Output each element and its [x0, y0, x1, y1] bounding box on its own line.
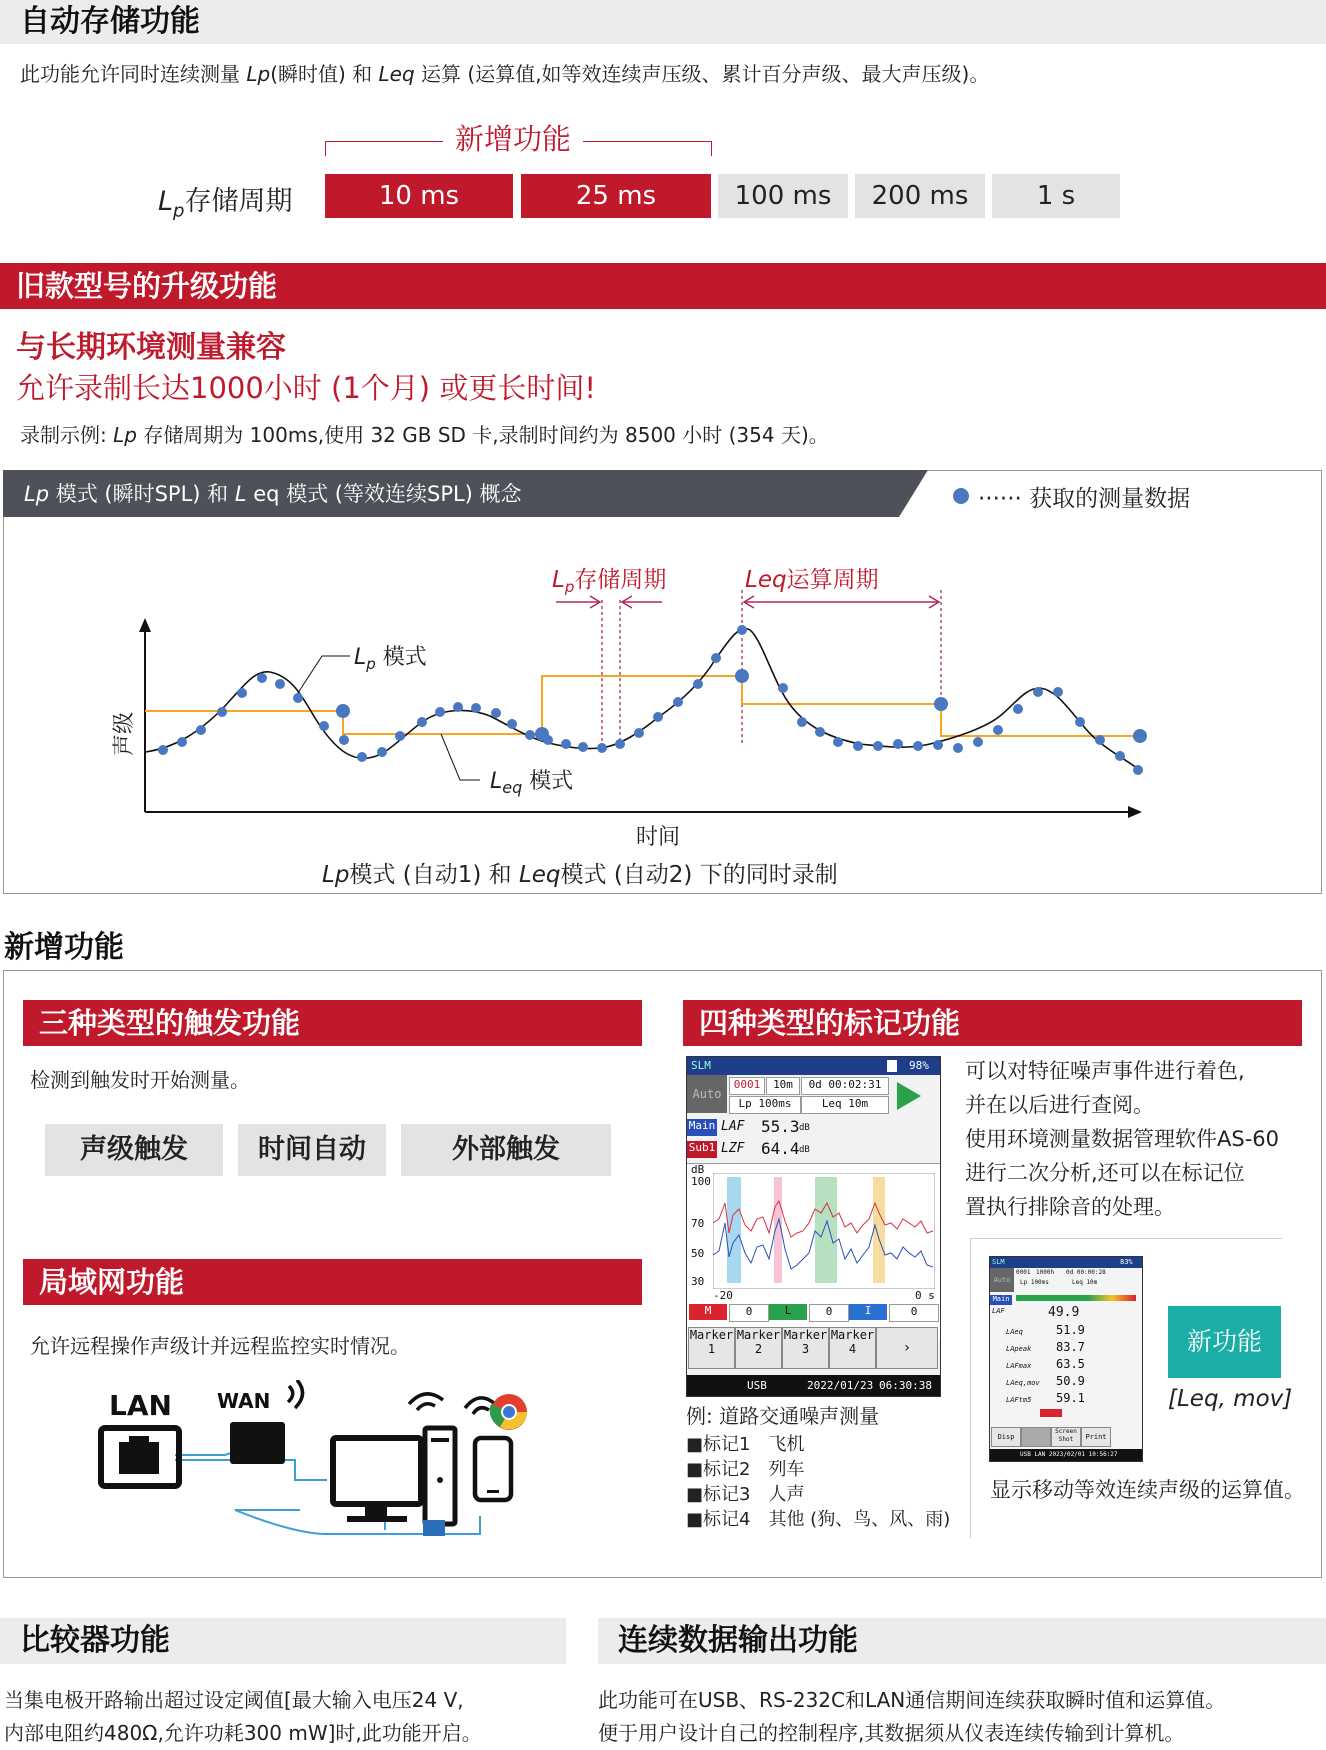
svg-text:Leq运算周期 [745, 567, 879, 593]
screen2-row-laeq-mov: LAeq,mov 50.9 [1006, 1374, 1085, 1388]
continuous-title-bar [598, 1618, 1326, 1664]
marker-desc-line-5: 置执行排除音的处理。 [965, 1195, 1175, 1219]
legend-dot [953, 488, 969, 504]
more-options-icon[interactable]: › [876, 1327, 938, 1369]
comparator-desc [4, 1684, 482, 1750]
screen2-row-laftm5: LAFtm5 59.1 [1006, 1391, 1085, 1405]
screen1-statusbar [687, 1375, 941, 1397]
upgrade-title-bar [0, 263, 1326, 309]
lp-sample-dot [417, 717, 427, 727]
screen1-time: 0d 00:02:31 [801, 1077, 889, 1095]
leq-mov-label: [Leq, mov] [1168, 1386, 1293, 1412]
smartphone-icon [475, 1438, 511, 1500]
lp-sample-dot [993, 725, 1003, 735]
trigger-external: 外部触发 [401, 1124, 611, 1176]
lp-sample-dot [873, 741, 883, 751]
lp-sample-dot [1013, 704, 1023, 714]
trigger-title: 三种类型的触发功能 [39, 1006, 301, 1040]
screen2-time: 0d 00:00:28 [1066, 1269, 1106, 1276]
lp-sample-dot [634, 728, 644, 738]
screen1-main-tag: Main [687, 1119, 717, 1136]
screen2-row-laeq: LAeq 51.9 [1006, 1323, 1085, 1337]
lan-port-icon [101, 1428, 179, 1486]
screen1-sub-tag: Sub1 [687, 1141, 717, 1158]
x-axis-label: 时间 [635, 825, 681, 850]
lp-sample-dot [1033, 687, 1043, 697]
lan-desc: 允许远程操作声级计并远程监控实时情况。 [30, 1334, 410, 1358]
browser-icon [490, 1394, 527, 1430]
screen1-status-date: 2022/01/23 [807, 1379, 874, 1392]
lp-sample-dot [737, 625, 747, 635]
leq-sample-dot [336, 704, 350, 718]
lp-sample-dot [933, 740, 943, 750]
concept-caption: Lp模式 (自动1) 和 Leq模式 (自动2) 下的同时录制 [322, 862, 838, 888]
key-m[interactable]: M [689, 1304, 727, 1320]
lp-sample-dot [1095, 735, 1105, 745]
screen2-key-print[interactable]: Print [1081, 1427, 1111, 1447]
marker-item-1: ■标记1 飞机 [686, 1434, 805, 1455]
sd-card-icon [887, 1060, 897, 1072]
lp-sample-dot [357, 752, 367, 762]
marker-button-4[interactable]: Marker 4 [829, 1327, 876, 1369]
leq-sample-dot [735, 669, 749, 683]
screen2-auto: Auto [990, 1268, 1014, 1292]
lp-sample-dot [319, 721, 329, 731]
marker-desc-line-4: 进行二次分析,还可以在标记位 [965, 1161, 1245, 1185]
lp-sample-dot [711, 653, 721, 663]
key-i[interactable]: I [849, 1304, 887, 1320]
new-feature-label: 新增功能 [443, 121, 583, 157]
svg-text:Lp 模式 [354, 645, 427, 673]
marker-item-3: ■标记3 人声 [686, 1484, 805, 1505]
screen2-level-bar [1016, 1295, 1136, 1301]
upgrade-heading-2: 允许录制长达1000小时 (1个月) 或更长时间! [16, 371, 596, 405]
trigger-desc: 检测到触发时开始测量。 [30, 1068, 250, 1092]
legend-text: ······ 获取的测量数据 [978, 486, 1191, 512]
svg-text:Leq 模式 [490, 769, 573, 797]
lp-sample-dot [1053, 687, 1063, 697]
leq-mode-l: L [490, 769, 503, 794]
slm-screen-2 [989, 1256, 1143, 1462]
lp-sample-dot [237, 688, 247, 698]
upgrade-example: 录制示例: Lp 存储周期为 100ms,使用 32 GB SD 卡,录制时间约为 8500 小时 (354 天)。 [20, 423, 829, 447]
marker-desc-line-3: 使用环境测量数据管理软件AS-60 [965, 1127, 1279, 1151]
screen2-key-disp[interactable]: Disp [991, 1427, 1021, 1447]
lp-sample-dot [797, 717, 807, 727]
marker-button-3[interactable]: Marker 3 [782, 1327, 829, 1369]
lp-sample-dot [1075, 717, 1085, 727]
leq-sample-dot [934, 697, 948, 711]
period-200ms: 200 ms [855, 174, 985, 218]
lp-sample-dot [673, 697, 683, 707]
lp-period-p: p [564, 578, 575, 596]
marker-button-1[interactable]: Marker 1 [688, 1327, 735, 1369]
svg-text:Lp存储周期 [552, 567, 666, 596]
marker-desc [965, 1054, 1320, 1224]
marker-desc-line-1: 可以对特征噪声事件进行着色, [965, 1059, 1245, 1083]
period-1s: 1 s [992, 174, 1120, 218]
period-10ms: 10 ms [325, 174, 513, 218]
y-axis-label: 声级 [112, 711, 137, 757]
lp-sample-dot [158, 745, 168, 755]
screen1-main-label: LAF [721, 1119, 745, 1134]
screen2-key-blank [1021, 1427, 1051, 1447]
lp-sample-dot [1133, 765, 1143, 775]
screen1-main-unit: dB [799, 1123, 810, 1133]
wifi-icon-computer [409, 1394, 443, 1410]
lp-mode-p: p [366, 655, 376, 673]
lp-sample-dot [893, 739, 903, 749]
screen2-main-value: 49.9 [1048, 1305, 1080, 1320]
marker-item-2: ■标记2 列车 [686, 1459, 805, 1480]
screen1-battery: 98% [909, 1059, 929, 1072]
lp-sample-dot [377, 747, 387, 757]
leq-mode-text: 模式 [522, 769, 574, 794]
screen1-sub-unit: dB [799, 1145, 810, 1155]
screen2-rows [1006, 1323, 1136, 1408]
screen1-elapsed: 10m [766, 1077, 800, 1095]
auto-store-title-bar [0, 0, 1326, 44]
screen2-app: SLM [992, 1258, 1005, 1266]
screen2-battery: 83% [1120, 1258, 1133, 1266]
screen2-header [990, 1257, 1143, 1268]
marker-title: 四种类型的标记功能 [699, 1006, 961, 1040]
marker-button-2[interactable]: Marker 2 [735, 1327, 782, 1369]
screen1-y-tick-30: 30 [691, 1275, 705, 1288]
play-icon [897, 1082, 921, 1110]
continuous-line-1: 此功能可在USB、RS-232C和LAN通信期间连续获取瞬时值和运算值。 [598, 1688, 1226, 1712]
screen1-app: SLM [691, 1059, 711, 1072]
auto-store-desc: 此功能允许同时连续测量 Lp(瞬时值) 和 Leq 运算 (运算值,如等效连续声压级、累计百分声级、最大声压级)。 [20, 62, 990, 86]
screen1-counter: 0001 [729, 1077, 765, 1095]
leq-period-l: Leq [745, 567, 787, 593]
lp-sample-dot [833, 737, 843, 747]
lp-sample-dot [395, 731, 405, 741]
period-25ms: 25 ms [521, 174, 711, 218]
screen2-elapsed: 1000h [1036, 1269, 1055, 1276]
screen1-y-tick-50: 50 [691, 1247, 705, 1260]
continuous-desc [598, 1684, 1225, 1750]
lp-sample-dot [217, 707, 227, 717]
leq-mov-caption: 显示移动等效连续声级的运算值。 [990, 1478, 1305, 1502]
key-i-count: 0 [889, 1304, 939, 1322]
leq-sample-dot [1133, 729, 1147, 743]
lp-sample-dot [693, 679, 703, 689]
lp-sample-dot [339, 735, 349, 745]
lan-title-bar [23, 1259, 642, 1305]
wan-router-icon [230, 1422, 285, 1464]
screen1-y-tick-70: 70 [691, 1217, 705, 1230]
lp-sample-dot [491, 708, 501, 718]
comparator-line-1: 当集电极开路输出超过设定阈值[最大输入电压24 V, [4, 1688, 464, 1712]
screen1-y-unit: dB [691, 1163, 705, 1176]
screen1-main-value: 55.3 [761, 1117, 800, 1136]
screen1-header [687, 1057, 941, 1075]
screen2-main-label: LAF [992, 1307, 1005, 1315]
upgrade-title: 旧款型号的升级功能 [16, 269, 278, 303]
leq-sample-dot [535, 727, 549, 741]
screen2-counter: 0001 [1016, 1269, 1031, 1276]
lp-sample-dot [471, 703, 481, 713]
key-l-count: 0 [809, 1304, 849, 1322]
comparator-title: 比较器功能 [20, 1623, 170, 1658]
screen1-x-end: 0 s [915, 1289, 935, 1302]
upgrade-heading-1: 与长期环境测量兼容 [16, 330, 286, 365]
lp-sample-dot [953, 743, 963, 753]
screen2-red-key [1040, 1409, 1062, 1417]
concept-diagram [0, 520, 1326, 870]
lp-sample-dot [525, 730, 535, 740]
lan-label: LAN [109, 1389, 172, 1422]
comparator-title-bar [0, 1618, 566, 1664]
continuous-line-2: 便于用户设计自己的控制程序,其数据须从仪表连续传输到计算机。 [598, 1721, 1185, 1745]
trigger-title-bar [23, 1000, 642, 1046]
lp-sample-dot [597, 743, 607, 753]
lan-illustration [95, 1380, 615, 1540]
lp-sample-dot [257, 673, 267, 683]
screen2-row-lafmax: LAFmax 63.5 [1006, 1357, 1085, 1371]
lp-sample-dot [578, 742, 588, 752]
lp-sample-dot [275, 679, 285, 689]
marker-example-title: 例: 道路交通噪声测量 [686, 1404, 880, 1428]
screen1-sub-value: 64.4 [761, 1139, 800, 1158]
screen1-lp: Lp 100ms [729, 1096, 801, 1114]
screen2-statusbar [990, 1449, 1143, 1461]
lp-store-period-label: $L_p$存储周期 [158, 186, 293, 222]
screen2-key-screenshot[interactable]: Screen Shot [1051, 1427, 1081, 1447]
lp-sample-dot [507, 719, 517, 729]
lp-mode-text: 模式 [375, 645, 427, 670]
comparator-line-2: 内部电阻约480Ω,允许功耗300 mW]时,此功能开启。 [4, 1721, 482, 1745]
screen2-main-tag: Main [990, 1295, 1012, 1305]
continuous-title: 连续数据输出功能 [618, 1623, 858, 1658]
marker-desc-line-2: 并在以后进行查阅。 [965, 1093, 1154, 1117]
lp-sample-dot [435, 707, 445, 717]
lp-sample-dot [778, 683, 788, 693]
lp-sample-dot [453, 702, 463, 712]
period-100ms: 100 ms [718, 174, 848, 218]
screen2-row-lapeak: LApeak 83.7 [1006, 1340, 1085, 1354]
trigger-time-auto: 时间自动 [238, 1124, 386, 1176]
lp-mode-l: L [354, 645, 367, 670]
lp-sample-dot [615, 739, 625, 749]
lp-sample-dot [1115, 751, 1125, 761]
slm-screen-1 [686, 1056, 941, 1397]
lp-sample-dot [815, 727, 825, 737]
concept-banner-text: Lp 模式 (瞬时SPL) 和 L eq 模式 (等效连续SPL) 概念 [24, 482, 522, 506]
screen2-lp: Lp 100ms [1020, 1279, 1049, 1286]
lp-sample-dot [561, 739, 571, 749]
screen1-status-time: 06:30:38 [879, 1379, 932, 1392]
lan-title: 局域网功能 [39, 1265, 185, 1299]
screen1-status-usb: USB [747, 1379, 767, 1392]
lp-sample-dot [913, 741, 923, 751]
lp-period-l: L [552, 567, 565, 593]
screen1-auto: Auto [687, 1075, 727, 1113]
lp-sample-dot [196, 725, 206, 735]
marker-title-bar [683, 1000, 1302, 1046]
lp-sample-dot [973, 737, 983, 747]
screen1-y-tick-100: 100 [691, 1175, 711, 1188]
screen1-x-start: -20 [713, 1289, 733, 1302]
screen1-leq: Leq 10m [801, 1096, 889, 1114]
key-l[interactable]: L [769, 1304, 807, 1320]
screen2-status: USB LAN 2023/02/01 10:56:27 [1020, 1451, 1118, 1458]
marker-item-4: ■标记4 其他 (狗、鸟、风、雨) [686, 1509, 951, 1530]
new-features-title: 新增功能 [4, 930, 124, 965]
lp-sample-dot [177, 737, 187, 747]
trigger-sound-level: 声级触发 [45, 1124, 223, 1176]
lp-period-text: 存储周期 [574, 567, 667, 593]
key-m-count: 0 [729, 1304, 769, 1322]
screen1-sub-label: LZF [721, 1141, 745, 1156]
computer-icon [333, 1428, 455, 1536]
screen1-trend-graph [713, 1173, 935, 1289]
marker-example [686, 1400, 950, 1532]
lp-sample-dot [293, 693, 303, 703]
auto-store-title: 自动存储功能 [20, 4, 200, 39]
lp-sample-dot [853, 741, 863, 751]
wan-label: WAN [217, 1389, 271, 1413]
leq-mode-eq: eq [502, 778, 523, 797]
leq-period-text: 运算周期 [786, 567, 879, 593]
wifi-icon-router [288, 1380, 303, 1408]
new-function-badge: 新功能 [1168, 1306, 1281, 1378]
screen2-leq: Leq 10m [1072, 1279, 1098, 1286]
lp-sample-dot [653, 712, 663, 722]
